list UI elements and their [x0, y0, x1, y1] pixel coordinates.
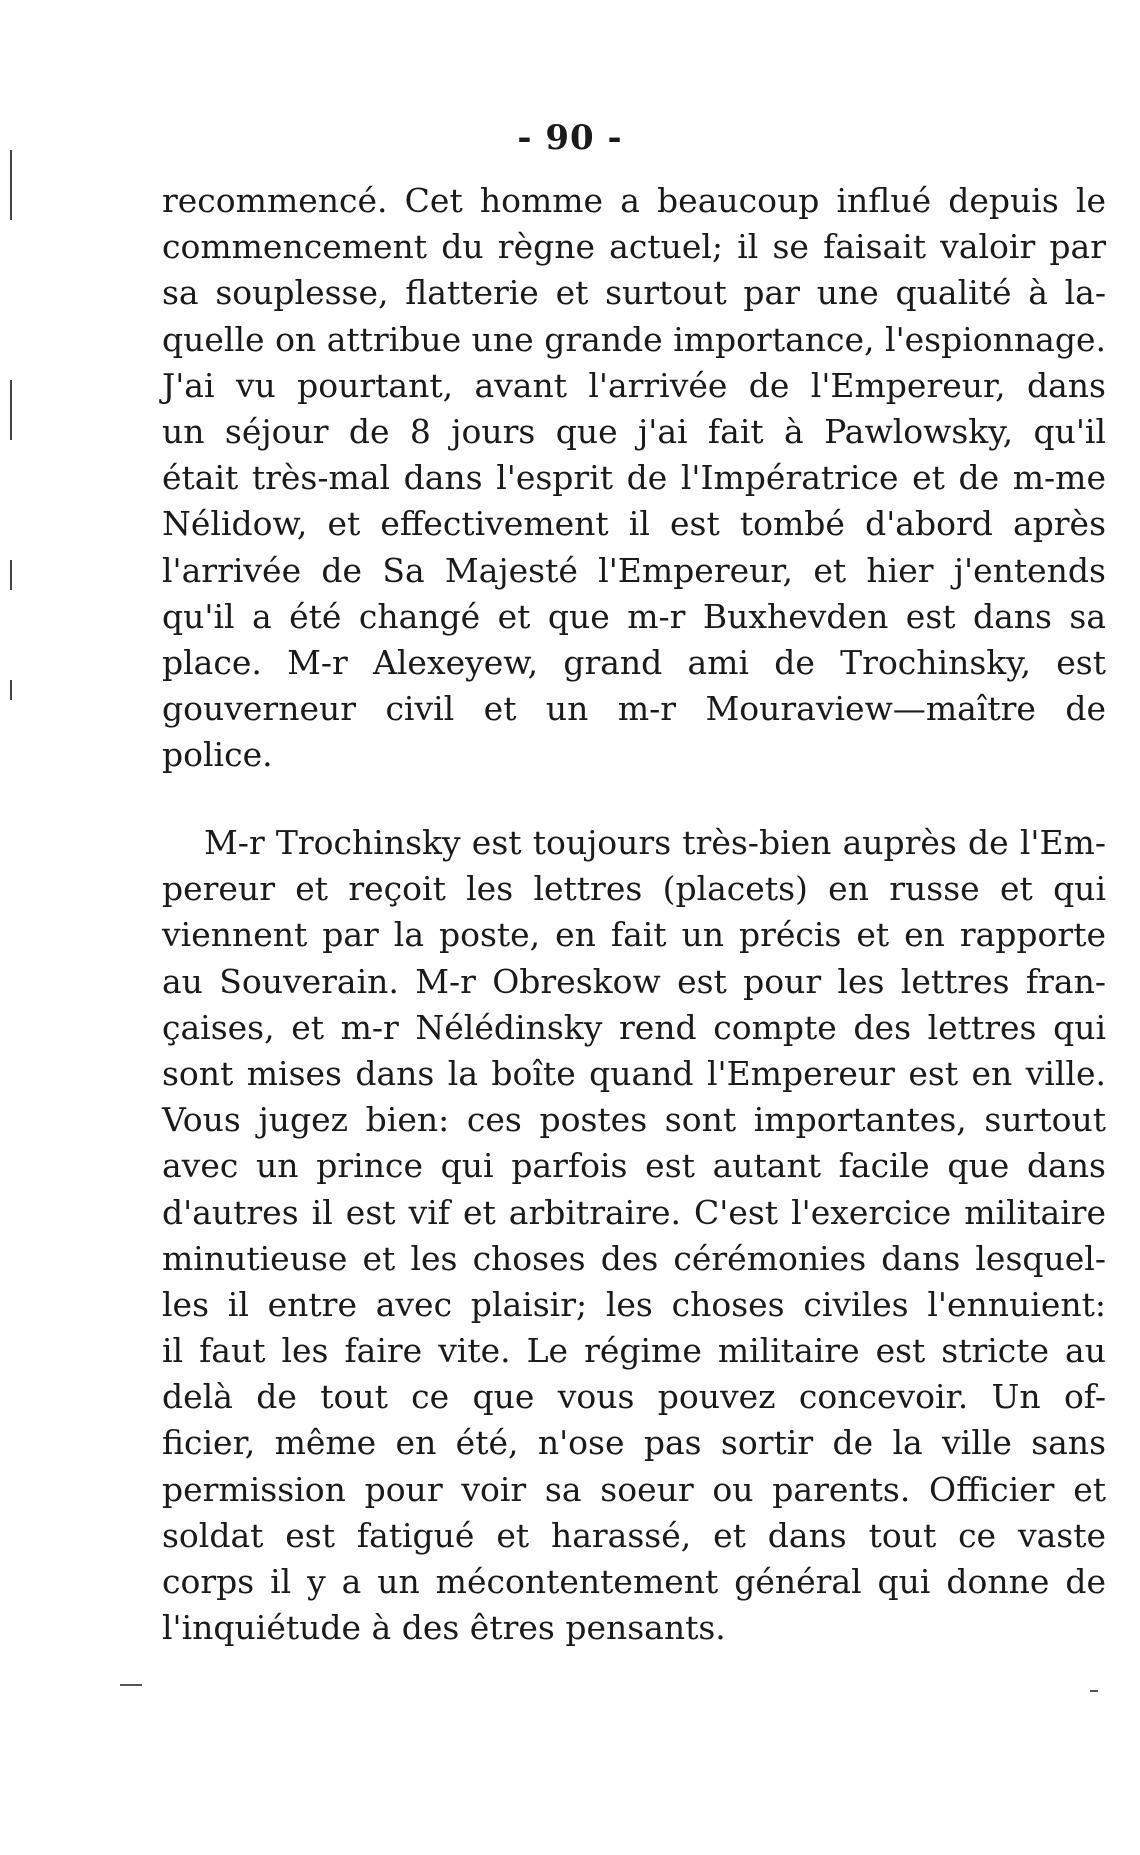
text-line: commencement du règne actuel; il se faisait valoir par — [162, 227, 1106, 267]
text-line: sa souplesse, flatterie et surtout par une qualité à la- — [162, 273, 1106, 313]
text-line: l'arrivée de Sa Majesté l'Empereur, et hier j'entends — [162, 550, 1106, 590]
text-line: police. — [162, 735, 273, 775]
text-line: corps il y a un mécontentement général qui donne de — [162, 1562, 1106, 1601]
text-line: ficier, même en été, n'ose pas sortir de la ville sans — [162, 1423, 1106, 1463]
scan-speck — [1090, 1690, 1098, 1692]
text-line: avec un prince qui parfois est autant facile que dans — [162, 1146, 1106, 1186]
text-line: l'inquiétude à des êtres pensants. — [162, 1608, 726, 1648]
text-line: Nélidow, et effectivement il est tombé d'abord après — [162, 504, 1106, 544]
text-line: soldat est fatigué et harassé, et dans tout ce vaste — [162, 1515, 1106, 1555]
text-line: Vous jugez bien: ces postes sont importantes, surtout — [162, 1100, 1106, 1140]
scan-margin-mark — [10, 560, 12, 590]
page-number: - 90 - — [517, 118, 623, 158]
text-line: sont mises dans la boîte quand l'Empereur est en ville. — [162, 1053, 1106, 1093]
text-line: recommencé. Cet homme a beaucoup influé depuis le — [162, 181, 1106, 220]
text-line: delà de tout ce que vous pouvez concevoir. Un of- — [162, 1377, 1106, 1417]
text-line: place. M-r Alexeyew, grand ami de Trochinsky, est — [162, 642, 1106, 682]
text-line: çaises, et m-r Nélédinsky rend compte des lettres qui — [162, 1007, 1106, 1047]
text-line: était très-mal dans l'esprit de l'Impératrice et de m-me — [162, 458, 1106, 498]
text-line: M-r Trochinsky est toujours très-bien auprès de l'Em- — [204, 823, 1106, 862]
text-line: permission pour voir sa soeur ou parents. Officier et — [162, 1469, 1106, 1509]
scan-margin-mark — [10, 680, 12, 700]
text-line: d'autres il est vif et arbitraire. C'est l'exercice militaire — [162, 1192, 1106, 1232]
text-line: quelle on attribue une grande importance, l'espionnage. — [162, 319, 1106, 359]
paragraph-1 — [162, 178, 1106, 778]
text-line: minutieuse et les choses des cérémonies dans lesquel- — [162, 1238, 1106, 1278]
text-line: les il entre avec plaisir; les choses civiles l'ennuient: — [162, 1284, 1106, 1324]
scan-margin-mark — [10, 150, 12, 220]
paragraph-2 — [162, 820, 1106, 1651]
scan-speck — [120, 1684, 142, 1686]
text-line: pereur et reçoit les lettres (placets) en russe et qui — [162, 869, 1106, 909]
text-line: il faut les faire vite. Le régime militaire est stricte au — [162, 1331, 1106, 1371]
text-line: viennent par la poste, en fait un précis et en rapporte — [162, 915, 1106, 955]
text-line: un séjour de 8 jours que j'ai fait à Pawlowsky, qu'il — [162, 411, 1106, 451]
text-line: qu'il a été changé et que m-r Buxhevden est dans sa — [162, 596, 1106, 636]
text-line: gouverneur civil et un m-r Mouraview—maître de — [162, 689, 1106, 729]
scan-margin-mark — [10, 380, 12, 440]
text-line: J'ai vu pourtant, avant l'arrivée de l'Empereur, dans — [162, 365, 1106, 405]
text-line: au Souverain. M-r Obreskow est pour les lettres fran- — [162, 961, 1106, 1001]
